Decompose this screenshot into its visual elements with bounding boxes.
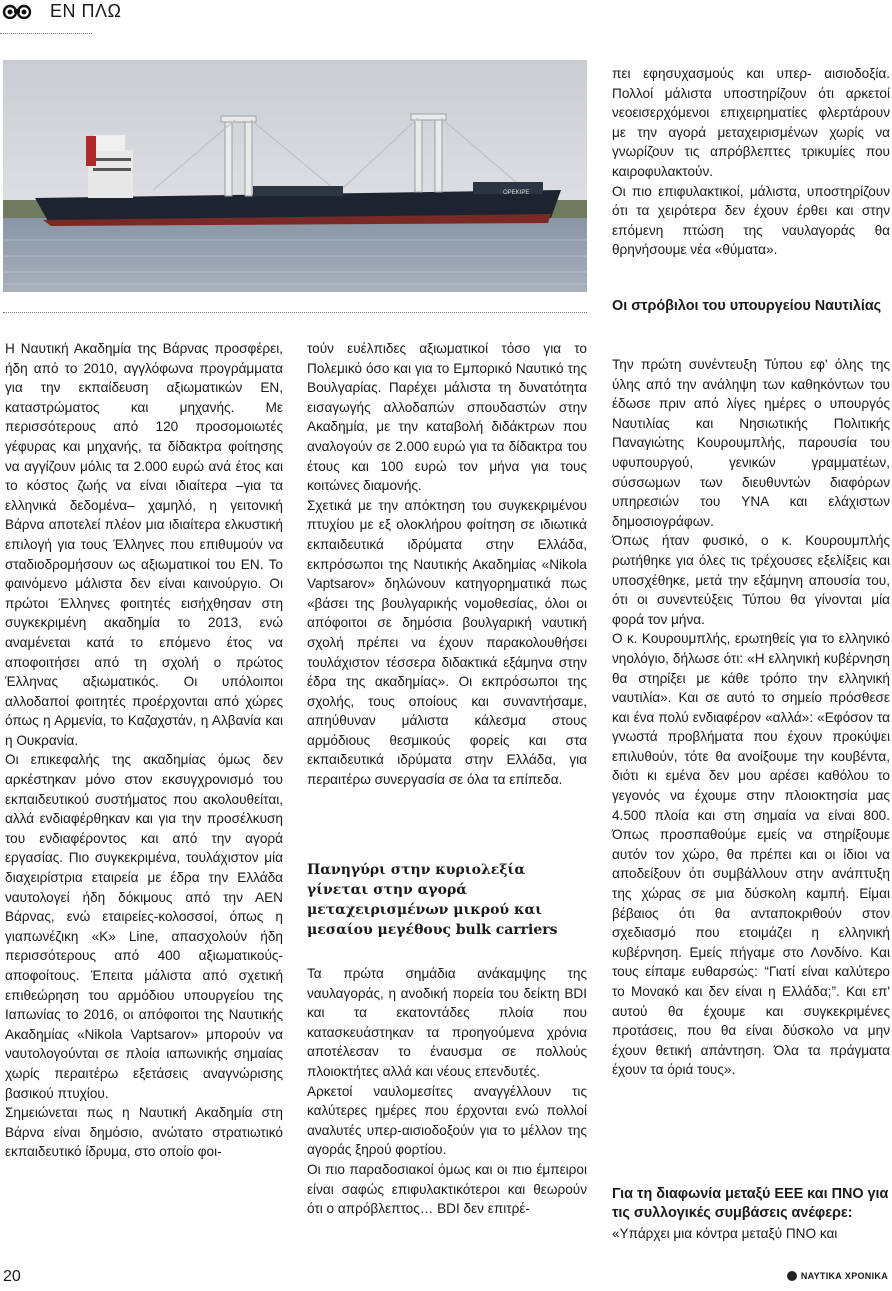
paragraph: Τα πρώτα σημάδια ανάκαμψης της ναυλαγοράς, η ανοδική πορεία του δείκτη BDI και τα εκατοντάδες πλοία που κατασκευάστηκαν τα προηγούμενα χρόνια αποτέλεσαν το έναυσμα σε πολλούς πλοιοκτήτες αλλά και νέους επενδυτές. bbox=[307, 966, 587, 1079]
publication-brand bbox=[787, 1271, 888, 1281]
column-1 bbox=[5, 339, 283, 1162]
paragraph: Οι πιο επιφυλακτικοί, μάλιστα, υποστηρίζουν ότι τα χειρότερα δεν έχουν έρθει και στην επόμενη πτώση της ναυλαγοράς θα θρηνήσουμε νέα «θύματα». bbox=[612, 183, 890, 258]
ship-illustration bbox=[3, 60, 587, 292]
page-number: 20 bbox=[3, 1268, 21, 1285]
paragraph: Οι επικεφαλής της ακαδημίας όμως δεν αρκέστηκαν μόνο στον εκσυγχρονισμό του εκπαιδευτικού συστήματος που ακολουθείται, αλλά ενδιαφέρθηκαν και για την προσέλκυση του ενδιαφέροντος και από την αγορά εργασίας. Πιο συγκεκριμένα, τουλάχιστον μία διαχειρίστρια εταιρεία με έδρα την Ελλάδα ναυτολογεί ήδη δόκιμους από την ΑΕΝ Βάρνας, ενώ εταιρείες-κολοσσοί, όπως η γιαπωνέζικη «Κ» Line, απασχολούν ήδη περισσότερους από 400 αξιωματικούς-αποφοίτους. Έπειτα μάλιστα από σχετική επιθεώρηση του αρμόδιου υπουργείου της Ιαπωνίας το 2016, οι απόφοιτοι της Ναυτικής Ακαδημίας «Nikola Vaptsarov» μπορούν να ναυτολογούνται σε πλοία ιαπωνικής σημαίας χωρίς περαιτέρω εξετάσεις αναγνώρισης βασικού πτυχίου. bbox=[5, 752, 283, 1101]
paragraph: Αρκετοί ναυλομεσίτες αναγγέλλουν τις καλύτερες ημέρες που έρχονται ενώ πολλοί αναλυτές υπερ-αισιοδοξούν για το μέλλον της αγοράς ξηρού φορτίου. bbox=[307, 1083, 587, 1158]
section-heading-bulk-carriers: Πανηγύρι στην κυριολεξία γίνεται στην αγορά μεταχειρισμένων μικρού και μεσαίου μεγέθους bulk carriers bbox=[307, 862, 558, 938]
section-heading-ministry: Οι στρόβιλοι του υπουργείου Ναυτιλίας bbox=[612, 298, 882, 314]
column-2 bbox=[307, 339, 587, 790]
paragraph: Σημειώνεται πως η Ναυτική Ακαδημία στη Βάρνα είναι δημόσιο, ανώτατο στρατιωτικό εκπαιδευτικό ίδρυμα, στο οποίο φοι- bbox=[5, 1105, 283, 1160]
photo-divider bbox=[3, 312, 587, 313]
paragraph: «Υπάρχει μια κόντρα μεταξύ ΠΝΟ και bbox=[612, 1226, 838, 1241]
column-2-continued bbox=[307, 964, 587, 1219]
paragraph: πει εφησυχασμούς και υπερ- αισιοδοξία. Πολλοί μάλιστα υποστηρίζουν ότι αρκετοί νεοεισερχόμενοι επιχειρηματίες φλερτάρουν με την αγορά μεταχειρισμένων χωρίς να γνωρίζουν τις απρόβλεπτες τρικυμίες που καιροφυλακτούν. bbox=[612, 66, 890, 179]
paragraph: Ο κ. Κουρουμπλής, ερωτηθείς για το ελληνικό νηολόγιο, δήλωσε ότι: «Η ελληνική κυβέρνηση θα στηρίξει με κάθε τρόπο την ελληνική ναυτιλία». Και σε αυτό το σημείο πρόσθεσε και ένα πολύ ενδιαφέρον «αλλά»: «Εφόσον τα γνωστά προβλήματα που έχουν προκύψει επιλυθούν, τότε θα ανοίξουμε την κουβέντα, διότι κι εμένα δεν μου αρέσει καθόλου το γεγονός να έχουμε στην πλοιοκτησία μας 4.500 πλοία και στη σημαία να είναι 800. Όπως προσπαθούμε εμείς να στηρίξουμε αυτόν τον χώρο, θα πρέπει και οι ίδιοι να αποδείξουν ότι συμβάλλουν στην ανάπτυξη της χώρας σε μια δύσκολη καμπή. Είμαι βέβαιος ότι θα ανταποκριθούν στον σχεδιασμό που ετοιμάζει η ελληνική κυβέρνηση. Εμείς πήγαμε στο Λονδίνο. Και τους είπαμε ευθαρσώς: “Γιατί είναι καλύτερο το Μονακό και δεν είναι η Ελλάδα;”. Και επ' αυτού θα έχουμε και συγκεκριμένες προτάσεις, που θα είναι δύσκολο να μην έχουν θετική απάντηση. Όλα τα πράγματα έχουν τα όριά τους». bbox=[612, 631, 890, 1078]
ship-name-label: ΟΡΕΚΙΡΕ bbox=[503, 190, 530, 196]
page-header bbox=[0, 0, 892, 30]
brand-name: ΝΑΥΤΙΚΑ ΧΡΟΝΙΚΑ bbox=[800, 1271, 888, 1281]
section-title: ΕΝ ΠΛΩ bbox=[50, 1, 122, 21]
ship-photo bbox=[3, 60, 587, 292]
paragraph: Την πρώτη συνέντευξη Τύπου εφ' όλης της ύλης από την ανάληψη των καθηκόντων του έδωσε πριν από λίγες ημέρες ο υπουργός Ναυτιλίας και Νησιωτικής Πολιτικής Παναγιώτης Κουρουμπλής, παρουσία του υφυπουργού, γενικών γραμματέων, σύσσωμων των διευθυντών διαφόρων υπηρεσιών του ΥΝΑ και ελάχιστων δημοσιογράφων. bbox=[612, 357, 890, 529]
paragraph: Η Ναυτική Ακαδημία της Βάρνας προσφέρει, ήδη από το 2010, αγγλόφωνα προγράμματα για την εκπαίδευση αξιωματικών ΕΝ, καταστρώματος και μηχανής. Με περισσότερους από 120 προσομοιωτές γέφυρας και μηχανής, τα δίδακτρα φοίτησης να αγγίζουν μόλις τα 2.000 ευρώ ανά έτος και το κόστος ζωής να είναι ιδιαίτερα –για τα ελληνικά δεδομένα– χαμηλό, η γειτονική Βάρνα αποτελεί πλέον μια ιδιαίτερα ελκυστική επιλογή για τους Έλληνες που επιθυμούν να σταδιοδρομήσουν ως αξιωματικοί του ΕΝ. Το φαινόμενο μάλιστα δεν είναι καινούργιο. Οι πρώτοι Έλληνες φοιτητές εισήχθησαν στη συγκεκριμένη ακαδημία το 2013, ενώ αναμένεται κατά το επόμενο έτος να αποφοιτήσει από τη σχολή ο πρώτος Έλληνας αξιωματικός. Οι υπόλοιποι αλλοδαποί φοιτητές προέρχονται από χώρες όπως η Αρμενία, το Καζαχστάν, η Αλβανία και η Ουκρανία. bbox=[5, 341, 283, 748]
column-3-continued bbox=[612, 355, 890, 1080]
paragraph: τούν ευέλπιδες αξιωματικοί τόσο για το Πολεμικό όσο και για το Εμπορικό Ναυτικό της Βουλγαρίας. Παρέχει μάλιστα τη δυνατότητα εισαγωγής αλλοδαπών σπουδαστών στην Ακαδημία, με την καταβολή διδάκτρων που αναλογούν σε 2.000 ευρώ για τα δίδακτρα του έτους και 100 ευρώ τον μήνα για τους κοιτώνες διαμονής. bbox=[307, 341, 587, 494]
column-3-tail bbox=[612, 1224, 890, 1244]
header-divider bbox=[0, 33, 92, 34]
paragraph: Οι πιο παραδοσιακοί όμως και οι πιο έμπειροι είναι σαφώς επιφυλακτικότεροι και θεωρούν ότι ο απρόβλεπτος… BDI δεν επιτρέ- bbox=[307, 1161, 587, 1217]
column-3 bbox=[612, 64, 890, 260]
brand-logo-icon bbox=[787, 1271, 797, 1281]
paragraph: Όπως ήταν φυσικό, ο κ. Κουρουμπλής ρωτήθηκε για όλες τις τρέχουσες εξελίξεις και υποσχέθηκε, μετά την εξάμηνη απουσία του, ότι οι συνεντεύξεις Τύπου θα γίνονται μία φορά τον μήνα. bbox=[612, 533, 890, 627]
section-heading-disagreement: Για τη διαφωνία μεταξύ ΕΕΕ και ΠΝΟ για τις συλλογικές συμβάσεις ανέφερε: bbox=[612, 1186, 889, 1222]
binoculars-icon bbox=[2, 3, 32, 19]
paragraph: Σχετικά με την απόκτηση του συγκεκριμένου πτυχίου με εξ ολοκλήρου φοίτηση σε ιδιωτικά εκπαιδευτικά ιδρύματα στην Ελλάδα, εκπρόσωποι της Ναυτικής Ακαδημίας «Nikola Vaptsarov» δηλώνουν κατηγορηματικά πως «βάσει της βουλγαρικής νομοθεσίας, όλοι οι απόφοιτοι σε δημόσια βουλγαρική ναυτική σχολή πρέπει να έχουν παρακολουθήσει τουλάχιστον τέσσερα διδακτικά εξάμηνα στην έδρα της ακαδημίας». Οι εκπρόσωποι της σχολής, τους οποίους και συναντήσαμε, απηύθυναν μάλιστα κάλεσμα στους αρμόδιους θεσμικούς φορείς και στα εκπαιδευτικά ιδρύματα στην Ελλάδα, για περαιτέρω συνεργασία σε όλα τα επίπεδα. bbox=[307, 497, 587, 788]
